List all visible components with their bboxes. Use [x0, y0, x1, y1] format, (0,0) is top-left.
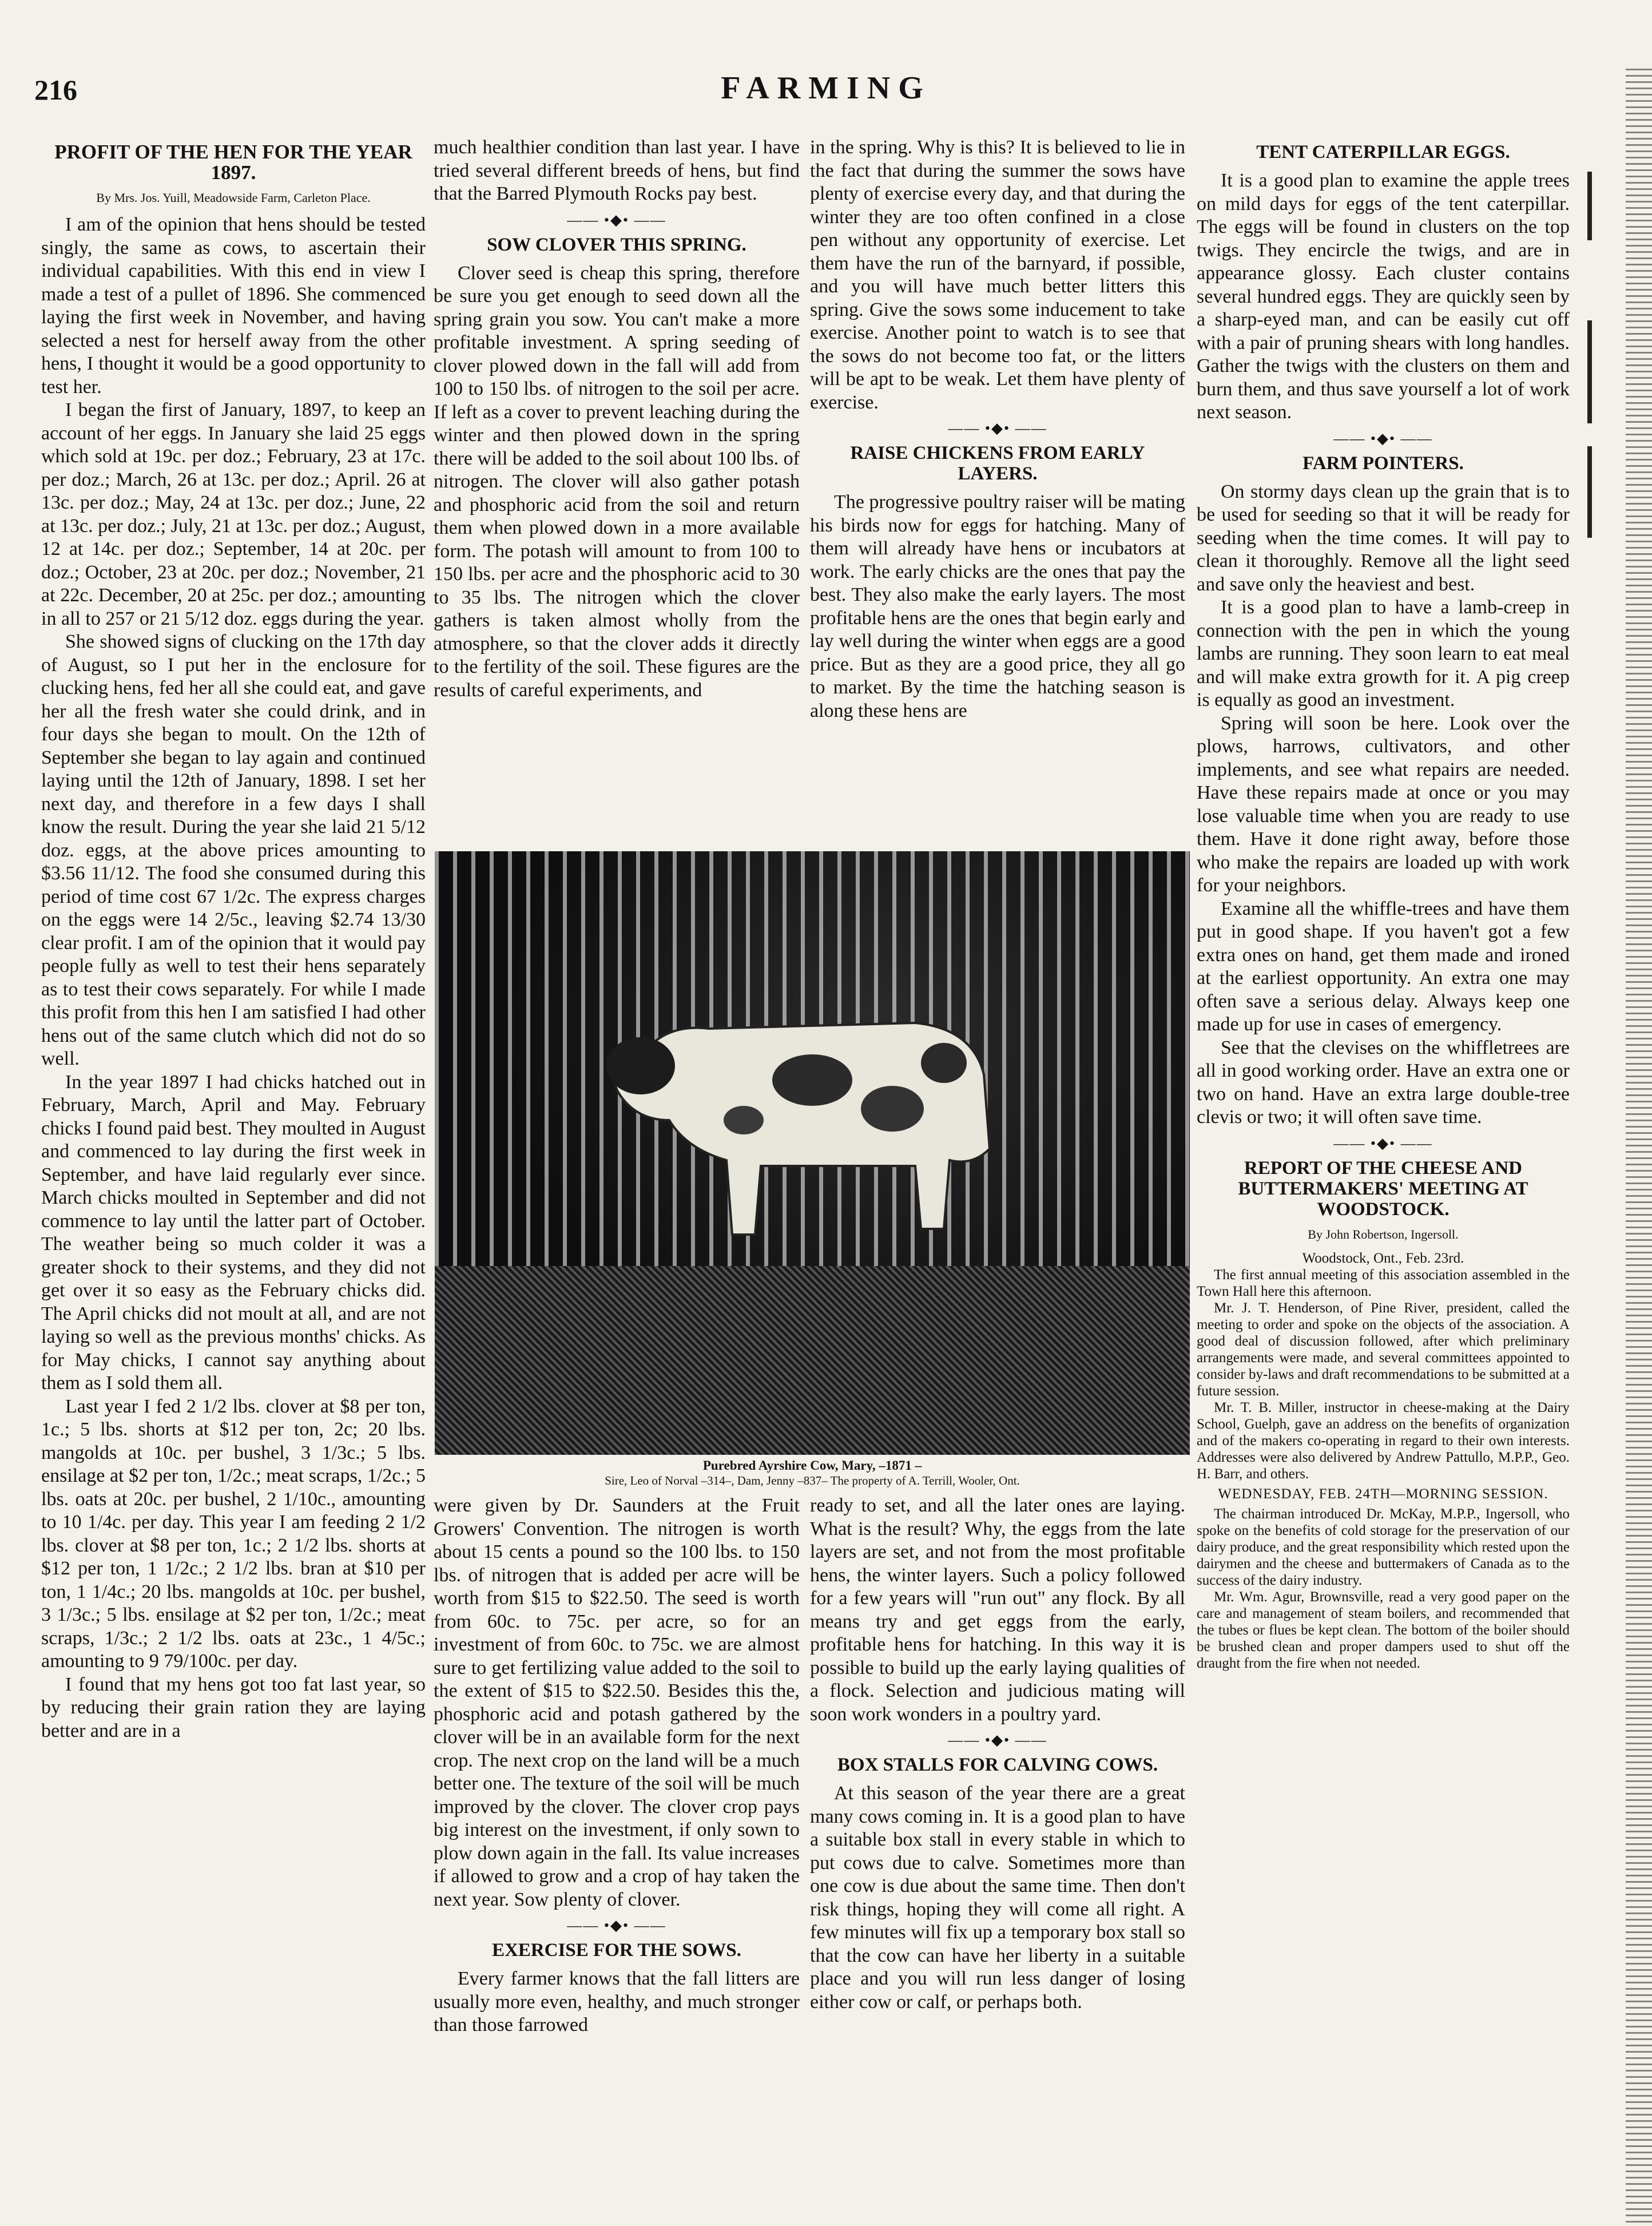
article-heading-hen-profit: PROFIT OF THE HEN FOR THE YEAR 1897. [54, 141, 412, 184]
paragraph: Mr. J. T. Henderson, of Pine River, president, called the meeting to order and spoke on the objects of the association. A good deal of discussion followed, after which preliminary arrangements were made, and several committees appointed to consider by-laws and draft recommendations to be submitted at a future session. [1197, 1300, 1570, 1399]
running-head: FARMING [721, 70, 931, 106]
report-body [1197, 1250, 1570, 1672]
paragraph: much healthier condition than last year. I have tried several different breeds of hens, but find that the Barred Plymouth Rocks pay best. [434, 137, 800, 204]
paragraph: Examine all the whiffle-trees and have them put in good shape. If you haven't got a few extra ones on hand, get them made and ironed at the earliest opportunity. An extra one may often save a serious delay. Always keep one made up for use in cases of emergency. [1197, 898, 1570, 1035]
byline-yuill: By Mrs. Jos. Yuill, Meadowside Farm, Carleton Place. [96, 191, 371, 205]
caption-detail: Sire, Leo of Norval –314–, Dam, Jenny –837– The property of A. Terrill, Wooler, Ont. [605, 1474, 1020, 1487]
byline-robertson: By John Robertson, Ingersoll. [1308, 1227, 1459, 1241]
session-heading: WEDNESDAY, FEB. 24TH—MORNING SESSION. [1218, 1486, 1548, 1502]
paragraph: Mr. Wm. Agur, Brownsville, read a very good paper on the care and management of steam boilers, and recommended that the tubes or flues be kept clean. The bottom of the boiler should be brushed clean and proper dampers used to shut off the draught from the fire when not needed. [1197, 1589, 1570, 1671]
paragraph: On stormy days clean up the grain that is to be used for seeding so that it will be ready for seeding when the time comes. It will pay to clean it thoroughly. Remove all the light seed and save only the heaviest and best. [1197, 481, 1570, 595]
section-divider: —— •◆• —— [948, 420, 1047, 437]
paragraph: In the year 1897 I had chicks hatched out in February, March, April and May. February chicks I found paid best. They moulted in August and commenced to lay during the first week in September, and have laid regularly ever since. March chicks moulted in September and did not commence to lay until the latter part of October. The weather being so much colder it was a greater shock to their systems, and they did not get over it so easy as the February chicks did. The April chicks did not moult at all, and are not laying so well as the previous months' chicks. As for May chicks, I cannot say anything about them as I sold them all. [41, 1071, 426, 1394]
paragraph: ready to set, and all the later ones are laying. What is the result? Why, the eggs from the late layers are set, and not from the most profitable hens, the winter layers. Such a policy followed for a few years will "run out" any flock. By all means try and get eggs from the early, profitable hens for hatching. In this way it is possible to build up the early laying qualities of a flock. Selection and judicious mating will soon work wonders in a poultry yard. [810, 1495, 1185, 1725]
column-3-lower [810, 1494, 1185, 2219]
paragraph: The first annual meeting of this association assembled in the Town Hall here this afternoon. [1197, 1267, 1570, 1299]
cow-figure [572, 960, 1041, 1257]
paragraph: The chairman introduced Dr. McKay, M.P.P., Ingersoll, who spoke on the benefits of cold storage for the preservation of our dairy produce, and the great responsibility which rested upon the dairymen and the cheese and buttermakers of Canada as to the success of the dairy industry. [1197, 1506, 1570, 1588]
article-heading-sow-clover: SOW CLOVER THIS SPRING. [487, 234, 746, 255]
section-divider: —— •◆• —— [1333, 1134, 1433, 1152]
paragraph: See that the clevises on the whiffletrees are all in good working order. Have an extra one or two on hand. Have an extra large double-tree clevis or two; it will often save time. [1197, 1037, 1570, 1128]
section-divider: —— •◆• —— [948, 1732, 1047, 1748]
paragraph: Last year I fed 2 1/2 lbs. clover at $8 per ton, 1c.; 5 lbs. shorts at $12 per ton, 2c; 20 lbs. mangolds at 10c. per bushel, 3 1/3c.; 5 lbs. ensilage at $2 per ton, 1/2c.; meat scraps, 1/2c.; 5 lbs. oats at 20c. per bushel, 2 1/10c., amounting to 10 1/4c. per day. This year I am feeding 2 1/2 lbs. clover at $8 per ton, 1c.; 2 1/2 lbs. shorts at $12 per ton, 1 1/2c.; 2 1/2 lbs. bran at $10 per ton, 1 1/4c.; 20 lbs. mangolds at 10c. per bushel, 3 1/3c.; 5 lbs. ensilage at $2 per ton, 1/2c.; meat scraps, 1/3c.; 2 1/2 lbs. oats at 23c., 1 4/5c.; amounting to 9 79/100c. per day. [41, 1395, 426, 1672]
column-3-upper [810, 136, 1185, 846]
paragraph: I found that my hens got too fat last year, so by reducing their grain ration they are laying better and are in a [41, 1673, 426, 1741]
margin-mark [1587, 446, 1592, 538]
photo-caption [435, 1458, 1190, 1489]
paragraph: At this season of the year there are a great many cows coming in. It is a good plan to have a suitable box stall in every stable in which to put cows due to calve. Sometimes more than one cow is due about the same time. Then don't risk things, hoping they will come all right. A few minutes will fix up a temporary box stall so that the cow can have her liberty in a suitable place and you will run less danger of losing either cow or calf, or perhaps both. [810, 1783, 1185, 2013]
article-heading-tent-caterpillar: TENT CATERPILLAR EGGS. [1256, 142, 1510, 162]
article-heading-farm-pointers: FARM POINTERS. [1302, 453, 1464, 474]
column-2-lower [434, 1494, 800, 2219]
paragraph: The progressive poultry raiser will be mating his birds now for eggs for hatching. Many of them will already have hens or incubators at work. The early chicks are the ones that pay the best. They also make the early layers. The most profitable hens are the ones that begin early and lay well during the winter when eggs are a good price. But as they are a good price, they all go to market. By the time the hatching season is along these hens are [810, 491, 1185, 721]
paragraph: I am of the opinion that hens should be tested singly, the same as cows, to ascertain their individual capabilities. With this end in view I made a test of a pullet of 1896. She commenced laying the first week in November, and having selected a nest for herself away from the other hens, I thought it would be a good opportunity to test her. [41, 214, 426, 398]
paragraph: It is a good plan to examine the apple trees on mild days for eggs of the tent caterpillar. The eggs will be found in clusters on the top twigs. They encircle the twigs, and are in appearance glossy. Each cluster contains several hundred eggs. They are quickly seen by a sharp-eyed man, and can be easily cut off with a pair of pruning shears with long handles. Gather the twigs with the clusters on them and burn them, and thus save yourself a lot of work next season. [1197, 170, 1570, 423]
paragraph: Mr. T. B. Miller, instructor in cheese-making at the Dairy School, Guelph, gave an address on the benefits of organization and of the makers co-operating in regard to their own interests. Addresses were also delivered by Andrew Pattullo, M.P.P., Geo. H. Barr, and others. [1197, 1399, 1570, 1482]
paragraph: in the spring. Why is this? It is believed to lie in the fact that during the summer the sows have plenty of exercise every day, and that during the winter they are too often confined in a close pen without any opportunity of exercise. Let them have the run of the barnyard, if possible, and you will have much better litters this spring. Give the sows some inducement to take exercise. Another point to watch is to see that the sows do not become too fat, or the litters will be apt to be weak. Let them have plenty of exercise. [810, 137, 1185, 413]
dateline: Woodstock, Ont., Feb. 23rd. [1302, 1250, 1464, 1266]
scan-edge-shading [1626, 69, 1652, 2226]
section-divider: —— •◆• —— [1333, 430, 1433, 447]
column-4 [1197, 136, 1570, 2219]
article-heading-exercise-sows: EXERCISE FOR THE SOWS. [492, 1940, 741, 1961]
article-heading-box-stalls: BOX STALLS FOR CALVING COWS. [837, 1755, 1158, 1775]
column-2-upper [434, 136, 800, 846]
paragraph: I began the first of January, 1897, to keep an account of her eggs. In January she laid 25 eggs which sold at 19c. per doz.; February, 23 at 17c. per doz.; March, 26 at 13c. per doz.; April. 26 at 13c. per doz.; May, 24 at 13c. per doz.; June, 22 at 13c. per doz.; July, 21 at 13c. per doz.; August, 12 at 14c. per doz.; September, 14 at 20c. per doz.; October, 23 at 20c. per doz.; November, 21 at 22c. December, 20 at 25c. per doz.; amounting in all to 257 or 21 5/12 doz. eggs during the year. [41, 399, 426, 629]
ayrshire-cow-photo [435, 851, 1190, 1455]
article-heading-raise-chickens: RAISE CHICKENS FROM EARLY LAYERS. [850, 443, 1145, 484]
paragraph: Clover seed is cheap this spring, therefore be sure you get enough to seed down all the spring grain you sow. You can't make a more profitable investment. A spring seeding of clover plowed down in the fall will add from 100 to 150 lbs. of nitrogen to the soil per acre. If left as a cover to prevent leaching during the winter and then plowed down in the spring there will be added to the soil about 100 lbs. of nitrogen. The clover will also gather potash and phosphoric acid from the soil and return them when plowed down in a more available form. The potash will amount to from 100 to 150 lbs. per acre and the phosphoric acid to 30 to 35 lbs. The nitrogen which the clover gathers is taken almost wholly from the atmosphere, so that the clover adds it directly to the fertility of the soil. These figures are the results of careful experiments, and [434, 262, 800, 701]
section-divider: —— •◆• —— [567, 211, 666, 228]
article-heading-cheese-report: REPORT OF THE CHEESE AND BUTTERMAKERS' MEETING AT WOODSTOCK. [1238, 1157, 1528, 1220]
paragraph: were given by Dr. Saunders at the Fruit Growers' Convention. The nitrogen is worth about 15 cents a pound so the 100 lbs. to 150 lbs. of nitrogen that is added per acre will be worth from $15 to $22.50. The seed is worth from 60c. to 75c. per acre, so for an investment of from 60c. to 75c. we are almost sure to get fertilizing value added to the soil to the extent of $15 to $22.50. Besides this the, phosphoric acid and potash gathered by the clover will be in an available form for the next crop. The next crop on the land will be a much better one. The texture of the soil will be much improved by the clover. The clover crop pays big interest on the investment, if only sown to plow down again in the fall. Its value increases if allowed to grow and a crop of hay taken the next year. Sow plenty of clover. [434, 1495, 800, 1910]
paragraph: Every farmer knows that the fall litters are usually more even, healthy, and much stronger than those farrowed [434, 1968, 800, 2035]
column-1 [41, 136, 426, 2219]
caption-title: Purebred Ayrshire Cow, Mary, –1871 – [702, 1458, 922, 1473]
margin-mark [1587, 172, 1592, 240]
paragraph: Spring will soon be here. Look over the plows, harrows, cultivators, and other implements, and see what repairs are needed. Have these repairs made at once or you may lose valuable time when you are ready to use them. Have it done right away, before those who make the repairs are loaded up with work for your neighbors. [1197, 712, 1570, 896]
section-divider: —— •◆• —— [567, 1917, 666, 1934]
page-number: 216 [34, 74, 77, 106]
photo-ground [435, 1266, 1190, 1455]
paragraph: She showed signs of clucking on the 17th day of August, so I put her in the enclosure for clucking hens, fed her all she could eat, and gave her all the fresh water she could drink, and in four days she began to moult. On the 12th of September she began to lay again and continued laying until the 12th of January, 1898. I set her next day, and therefore in a few days I shall know the result. During the year she laid 21 5/12 doz. eggs, at the above prices amounting to $3.56 11/12. The food she consumed during this period of time cost 67 1/2c. The express charges on the eggs were 14 2/5c., leaving $2.74 13/30 clear profit. I am of the opinion that it would pay people fully as well to test their hens separately as to test their cows separately. For while I made this profit from this hen I am satisfied I had other hens out of the same clutch which did not do so well. [41, 631, 426, 1069]
paragraph: It is a good plan to have a lamb-creep in connection with the pen in which the young lambs are running. They soon learn to eat meal and will make extra growth for it. A pig creep is equally as good an investment. [1197, 597, 1570, 711]
margin-mark [1587, 320, 1592, 423]
